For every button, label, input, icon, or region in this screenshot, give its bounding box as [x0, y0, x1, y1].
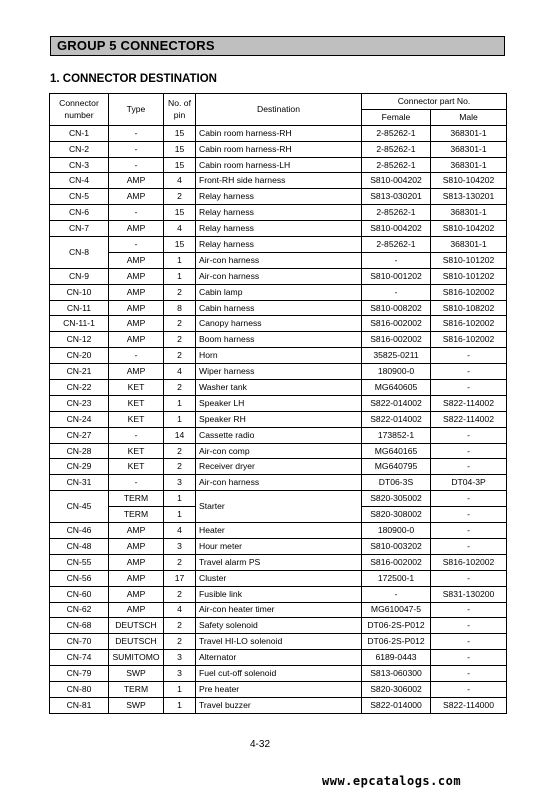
cell-no-of-pin: 2: [164, 189, 196, 205]
cell-type: AMP: [109, 554, 164, 570]
cell-no-of-pin: 4: [164, 523, 196, 539]
cell-no-of-pin: 4: [164, 221, 196, 237]
cell-female-part: 173852-1: [362, 427, 431, 443]
cell-type: -: [109, 475, 164, 491]
cell-type: TERM: [109, 491, 164, 507]
cell-male-part: -: [431, 364, 507, 380]
cell-no-of-pin: 8: [164, 300, 196, 316]
cell-male-part: S810-104202: [431, 173, 507, 189]
cell-connector-number: CN-8: [50, 237, 109, 269]
cell-male-part: -: [431, 427, 507, 443]
cell-female-part: 180900-0: [362, 523, 431, 539]
cell-no-of-pin: 17: [164, 570, 196, 586]
cell-no-of-pin: 2: [164, 618, 196, 634]
cell-no-of-pin: 15: [164, 125, 196, 141]
cell-female-part: 2-85262-1: [362, 141, 431, 157]
cell-connector-number: CN-6: [50, 205, 109, 221]
cell-type: AMP: [109, 221, 164, 237]
table-row: [50, 332, 507, 348]
watermark: www.epcatalogs.com: [322, 774, 462, 788]
cell-type: -: [109, 427, 164, 443]
table-row: [50, 411, 507, 427]
cell-no-of-pin: 15: [164, 237, 196, 253]
cell-no-of-pin: 3: [164, 666, 196, 682]
cell-male-part: -: [431, 634, 507, 650]
cell-female-part: 35825-0211: [362, 348, 431, 364]
cell-destination: Wiper harness: [196, 364, 362, 380]
cell-destination: Cabin room harness-RH: [196, 125, 362, 141]
cell-destination: Fuel cut-off solenoid: [196, 666, 362, 682]
cell-no-of-pin: 2: [164, 348, 196, 364]
cell-male-part: S810-104202: [431, 221, 507, 237]
cell-type: SWP: [109, 666, 164, 682]
table-row: [50, 205, 507, 221]
cell-female-part: S810-001202: [362, 268, 431, 284]
cell-no-of-pin: 3: [164, 475, 196, 491]
cell-no-of-pin: 4: [164, 173, 196, 189]
cell-no-of-pin: 4: [164, 364, 196, 380]
cell-no-of-pin: 2: [164, 554, 196, 570]
cell-female-part: MG610047-5: [362, 602, 431, 618]
cell-type: TERM: [109, 681, 164, 697]
cell-type: AMP: [109, 284, 164, 300]
cell-male-part: -: [431, 491, 507, 507]
cell-female-part: S822-014000: [362, 697, 431, 713]
table-row: [50, 221, 507, 237]
cell-no-of-pin: 2: [164, 459, 196, 475]
table-row: [50, 380, 507, 396]
cell-female-part: S822-014002: [362, 395, 431, 411]
cell-male-part: S810-108202: [431, 300, 507, 316]
cell-destination: Receiver dryer: [196, 459, 362, 475]
cell-connector-number: CN-74: [50, 650, 109, 666]
cell-connector-number: CN-56: [50, 570, 109, 586]
cell-type: TERM: [109, 507, 164, 523]
cell-male-part: -: [431, 380, 507, 396]
cell-no-of-pin: 1: [164, 268, 196, 284]
table-row: [50, 348, 507, 364]
cell-type: AMP: [109, 252, 164, 268]
cell-connector-number: CN-70: [50, 634, 109, 650]
cell-type: AMP: [109, 173, 164, 189]
cell-type: -: [109, 125, 164, 141]
header-female: Female: [362, 109, 431, 125]
cell-female-part: -: [362, 252, 431, 268]
table-row: [50, 268, 507, 284]
table-row: [50, 475, 507, 491]
cell-female-part: S816-002002: [362, 332, 431, 348]
cell-female-part: S816-002002: [362, 316, 431, 332]
table-row: [50, 395, 507, 411]
cell-connector-number: CN-28: [50, 443, 109, 459]
cell-no-of-pin: 3: [164, 538, 196, 554]
cell-connector-number: CN-79: [50, 666, 109, 682]
table-row: [50, 141, 507, 157]
cell-no-of-pin: 15: [164, 157, 196, 173]
cell-type: -: [109, 237, 164, 253]
table-row: [50, 252, 507, 268]
cell-type: -: [109, 157, 164, 173]
cell-no-of-pin: 1: [164, 411, 196, 427]
group-title: GROUP 5 CONNECTORS: [57, 38, 215, 53]
table-header-row: [50, 94, 507, 110]
cell-male-part: 368301-1: [431, 157, 507, 173]
connector-table: [49, 93, 507, 714]
table-row: [50, 586, 507, 602]
cell-male-part: S822-114002: [431, 411, 507, 427]
cell-connector-number: CN-20: [50, 348, 109, 364]
cell-type: DEUTSCH: [109, 634, 164, 650]
cell-male-part: 368301-1: [431, 237, 507, 253]
cell-female-part: S810-004202: [362, 173, 431, 189]
cell-male-part: S822-114000: [431, 697, 507, 713]
cell-no-of-pin: 15: [164, 205, 196, 221]
cell-connector-number: CN-55: [50, 554, 109, 570]
table-row: [50, 300, 507, 316]
table-row: [50, 650, 507, 666]
cell-female-part: -: [362, 284, 431, 300]
cell-female-part: DT06-3S: [362, 475, 431, 491]
table-row: [50, 554, 507, 570]
cell-female-part: 180900-0: [362, 364, 431, 380]
table-row: [50, 284, 507, 300]
cell-destination: Relay harness: [196, 189, 362, 205]
section-title: 1. CONNECTOR DESTINATION: [50, 73, 217, 85]
cell-connector-number: CN-29: [50, 459, 109, 475]
cell-type: AMP: [109, 364, 164, 380]
cell-connector-number: CN-80: [50, 681, 109, 697]
cell-type: AMP: [109, 602, 164, 618]
cell-female-part: S822-014002: [362, 411, 431, 427]
cell-connector-number: CN-10: [50, 284, 109, 300]
cell-type: SWP: [109, 697, 164, 713]
cell-female-part: S813-030201: [362, 189, 431, 205]
cell-destination: Alternator: [196, 650, 362, 666]
cell-destination: Horn: [196, 348, 362, 364]
cell-destination: Relay harness: [196, 205, 362, 221]
cell-destination: Pre heater: [196, 681, 362, 697]
table-row: [50, 237, 507, 253]
cell-type: AMP: [109, 316, 164, 332]
cell-no-of-pin: 1: [164, 507, 196, 523]
cell-male-part: -: [431, 681, 507, 697]
cell-destination: Cabin lamp: [196, 284, 362, 300]
cell-no-of-pin: 1: [164, 697, 196, 713]
cell-connector-number: CN-46: [50, 523, 109, 539]
header-type: Type: [109, 94, 164, 126]
cell-male-part: S810-101202: [431, 268, 507, 284]
cell-destination: Speaker LH: [196, 395, 362, 411]
header-connector-part-no: Connector part No.: [362, 94, 507, 110]
cell-type: AMP: [109, 570, 164, 586]
cell-destination: Fusible link: [196, 586, 362, 602]
cell-destination: Heater: [196, 523, 362, 539]
cell-type: -: [109, 205, 164, 221]
table-row: [50, 443, 507, 459]
cell-no-of-pin: 14: [164, 427, 196, 443]
cell-connector-number: CN-11: [50, 300, 109, 316]
table-body: [50, 125, 507, 713]
cell-connector-number: CN-2: [50, 141, 109, 157]
cell-no-of-pin: 2: [164, 332, 196, 348]
cell-connector-number: CN-81: [50, 697, 109, 713]
cell-destination: Starter: [196, 491, 362, 523]
header-destination: Destination: [196, 94, 362, 126]
cell-destination: Travel alarm PS: [196, 554, 362, 570]
cell-female-part: S813-060300: [362, 666, 431, 682]
cell-destination: Relay harness: [196, 237, 362, 253]
cell-female-part: 2-85262-1: [362, 125, 431, 141]
cell-connector-number: CN-23: [50, 395, 109, 411]
cell-connector-number: CN-3: [50, 157, 109, 173]
cell-connector-number: CN-7: [50, 221, 109, 237]
cell-connector-number: CN-9: [50, 268, 109, 284]
table-row: [50, 570, 507, 586]
cell-female-part: MG640605: [362, 380, 431, 396]
table-row: [50, 602, 507, 618]
cell-destination: Cluster: [196, 570, 362, 586]
table-row: [50, 173, 507, 189]
cell-type: AMP: [109, 332, 164, 348]
table-row: [50, 157, 507, 173]
cell-female-part: S820-308002: [362, 507, 431, 523]
cell-female-part: MG640795: [362, 459, 431, 475]
cell-connector-number: CN-11-1: [50, 316, 109, 332]
table-row: [50, 618, 507, 634]
table-row: [50, 666, 507, 682]
cell-female-part: 2-85262-1: [362, 205, 431, 221]
cell-type: AMP: [109, 523, 164, 539]
cell-connector-number: CN-1: [50, 125, 109, 141]
cell-no-of-pin: 2: [164, 380, 196, 396]
cell-destination: Travel HI-LO solenoid: [196, 634, 362, 650]
cell-destination: Hour meter: [196, 538, 362, 554]
cell-male-part: -: [431, 650, 507, 666]
cell-type: KET: [109, 380, 164, 396]
cell-type: -: [109, 141, 164, 157]
cell-no-of-pin: 2: [164, 284, 196, 300]
cell-destination: Air-con heater timer: [196, 602, 362, 618]
cell-destination: Front-RH side harness: [196, 173, 362, 189]
cell-female-part: S820-306002: [362, 681, 431, 697]
cell-connector-number: CN-5: [50, 189, 109, 205]
cell-no-of-pin: 2: [164, 586, 196, 602]
cell-male-part: -: [431, 507, 507, 523]
cell-destination: Travel buzzer: [196, 697, 362, 713]
cell-female-part: DT06-2S-P012: [362, 634, 431, 650]
cell-connector-number: CN-31: [50, 475, 109, 491]
cell-type: AMP: [109, 586, 164, 602]
cell-male-part: 368301-1: [431, 125, 507, 141]
cell-female-part: 2-85262-1: [362, 237, 431, 253]
cell-destination: Relay harness: [196, 221, 362, 237]
cell-destination: Safety solenoid: [196, 618, 362, 634]
cell-destination: Cabin room harness-LH: [196, 157, 362, 173]
group-title-bar: [50, 36, 505, 56]
cell-destination: Speaker RH: [196, 411, 362, 427]
table-row: [50, 125, 507, 141]
cell-type: AMP: [109, 300, 164, 316]
cell-destination: Air-con harness: [196, 475, 362, 491]
cell-no-of-pin: 1: [164, 681, 196, 697]
cell-male-part: S816-102002: [431, 332, 507, 348]
table-row: [50, 364, 507, 380]
cell-destination: Air-con harness: [196, 268, 362, 284]
cell-male-part: S816-102002: [431, 554, 507, 570]
header-male: Male: [431, 109, 507, 125]
cell-type: AMP: [109, 189, 164, 205]
cell-connector-number: CN-68: [50, 618, 109, 634]
cell-destination: Air-con comp: [196, 443, 362, 459]
table-row: [50, 459, 507, 475]
cell-type: DEUTSCH: [109, 618, 164, 634]
cell-male-part: -: [431, 666, 507, 682]
cell-no-of-pin: 15: [164, 141, 196, 157]
table-row: [50, 697, 507, 713]
cell-destination: Canopy harness: [196, 316, 362, 332]
cell-destination: Cassette radio: [196, 427, 362, 443]
cell-connector-number: CN-62: [50, 602, 109, 618]
cell-male-part: S816-102002: [431, 316, 507, 332]
cell-female-part: 172500-1: [362, 570, 431, 586]
cell-female-part: DT06-2S-P012: [362, 618, 431, 634]
cell-no-of-pin: 4: [164, 602, 196, 618]
cell-male-part: -: [431, 523, 507, 539]
cell-male-part: -: [431, 459, 507, 475]
cell-male-part: S813-130201: [431, 189, 507, 205]
cell-type: KET: [109, 459, 164, 475]
table-row: [50, 681, 507, 697]
table-row: [50, 316, 507, 332]
cell-female-part: S820-305002: [362, 491, 431, 507]
cell-connector-number: CN-21: [50, 364, 109, 380]
cell-female-part: MG640165: [362, 443, 431, 459]
header-no-of-pin: No. of pin: [164, 94, 196, 126]
table-row: [50, 634, 507, 650]
cell-male-part: -: [431, 443, 507, 459]
cell-type: AMP: [109, 538, 164, 554]
cell-type: -: [109, 348, 164, 364]
cell-destination: Boom harness: [196, 332, 362, 348]
cell-connector-number: CN-60: [50, 586, 109, 602]
table-row: [50, 427, 507, 443]
cell-connector-number: CN-22: [50, 380, 109, 396]
cell-male-part: S831-130200: [431, 586, 507, 602]
cell-type: AMP: [109, 268, 164, 284]
cell-no-of-pin: 1: [164, 395, 196, 411]
cell-male-part: -: [431, 538, 507, 554]
cell-female-part: S810-004202: [362, 221, 431, 237]
cell-no-of-pin: 2: [164, 443, 196, 459]
cell-type: KET: [109, 411, 164, 427]
cell-connector-number: CN-48: [50, 538, 109, 554]
cell-destination: Washer tank: [196, 380, 362, 396]
cell-destination: Cabin harness: [196, 300, 362, 316]
cell-destination: Cabin room harness-RH: [196, 141, 362, 157]
cell-female-part: -: [362, 586, 431, 602]
cell-female-part: S816-002002: [362, 554, 431, 570]
cell-male-part: S810-101202: [431, 252, 507, 268]
page-number: 4-32: [250, 739, 271, 750]
cell-connector-number: CN-12: [50, 332, 109, 348]
cell-female-part: 2-85262-1: [362, 157, 431, 173]
cell-male-part: -: [431, 570, 507, 586]
table-row: [50, 538, 507, 554]
table-row: [50, 189, 507, 205]
cell-type: SUMITOMO: [109, 650, 164, 666]
cell-connector-number: CN-27: [50, 427, 109, 443]
cell-connector-number: CN-4: [50, 173, 109, 189]
cell-connector-number: CN-24: [50, 411, 109, 427]
cell-female-part: S810-008202: [362, 300, 431, 316]
cell-no-of-pin: 3: [164, 650, 196, 666]
cell-type: KET: [109, 395, 164, 411]
cell-no-of-pin: 2: [164, 634, 196, 650]
table-row: [50, 523, 507, 539]
cell-type: KET: [109, 443, 164, 459]
cell-destination: Air-con harness: [196, 252, 362, 268]
cell-male-part: S822-114002: [431, 395, 507, 411]
header-connector-number: Connector number: [50, 94, 109, 126]
cell-male-part: 368301-1: [431, 205, 507, 221]
cell-male-part: -: [431, 348, 507, 364]
cell-no-of-pin: 1: [164, 491, 196, 507]
cell-female-part: 6189-0443: [362, 650, 431, 666]
cell-male-part: -: [431, 618, 507, 634]
cell-male-part: 368301-1: [431, 141, 507, 157]
cell-no-of-pin: 1: [164, 252, 196, 268]
cell-male-part: S816-102002: [431, 284, 507, 300]
cell-connector-number: CN-45: [50, 491, 109, 523]
cell-no-of-pin: 2: [164, 316, 196, 332]
cell-female-part: S810-003202: [362, 538, 431, 554]
cell-male-part: -: [431, 602, 507, 618]
cell-male-part: DT04-3P: [431, 475, 507, 491]
table-row: [50, 491, 507, 507]
